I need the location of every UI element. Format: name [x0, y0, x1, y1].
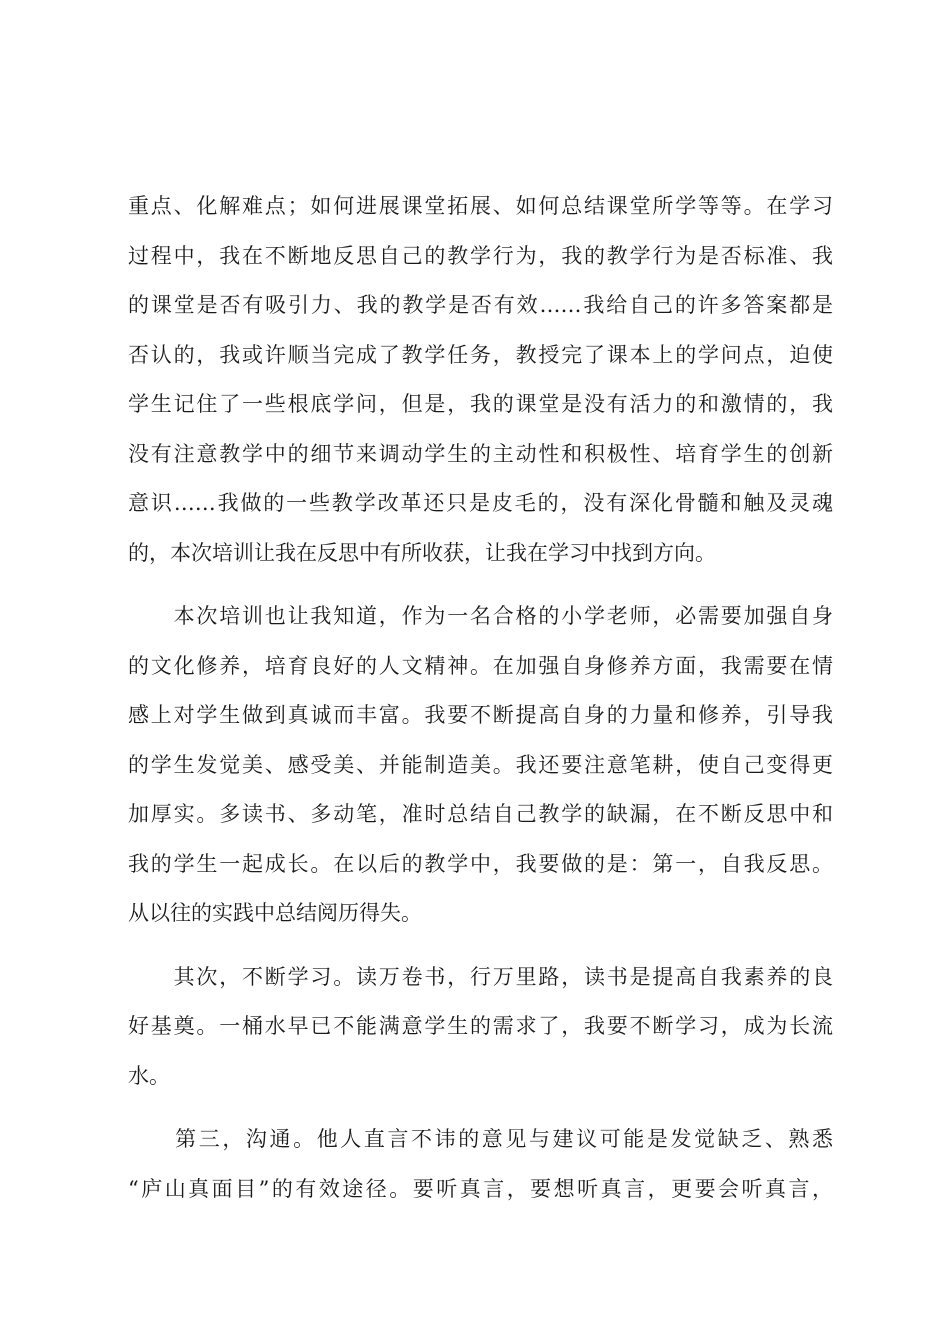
- text-line: 过程中，我在不断地反思自己的教学行为，我的教学行为是否标准、我: [128, 243, 833, 268]
- text-line: 学生记住了一些根底学问，但是，我的课堂是没有活力的和激情的，我: [128, 392, 833, 416]
- paragraph-4: [128, 1115, 833, 1214]
- text-line: 感上对学生做到真诚而丰富。我要不断提高自身的力量和修养，引导我: [128, 703, 833, 727]
- text-line: 意识……我做的一些教学改革还只是皮毛的，没有深化骨髓和触及灵魂: [128, 491, 833, 515]
- text-line: “庐山真面目”的有效途径。要听真言，要想听真言，更要会听真言，: [128, 1176, 833, 1201]
- text-line: 从以往的实践中总结阅历得失。: [128, 901, 422, 925]
- text-line: 重点、化解难点；如何进展课堂拓展、如何总结课堂所学等等。在学习: [128, 194, 833, 218]
- text-line: 其次，不断学习。读万卷书，行万里路，读书是提高自我素养的良: [128, 964, 833, 989]
- paragraph-2: [128, 592, 833, 939]
- text-line: 的文化修养，培育良好的人文精神。在加强自身修养方面，我需要在情: [128, 653, 833, 678]
- text-line: 加厚实。多读书、多动笔，准时总结自己教学的缺漏，在不断反思中和: [128, 802, 833, 826]
- body-text: [128, 182, 833, 1214]
- text-line: 否认的，我或许顺当完成了教学任务，教授完了课本上的学问点，迫使: [128, 342, 833, 367]
- paragraph-3: [128, 953, 833, 1102]
- text-line: 的学生发觉美、感受美、并能制造美。我还要注意笔耕，使自己变得更: [128, 752, 833, 777]
- text-line: 本次培训也让我知道，作为一名合格的小学老师，必需要加强自身: [128, 604, 833, 628]
- text-line: 没有注意教学中的细节来调动学生的主动性和积极性、培育学生的创新: [128, 441, 833, 466]
- text-line: 好基奠。一桶水早已不能满意学生的需求了，我要不断学习，成为长流: [128, 1014, 833, 1038]
- text-line: 我的学生一起成长。在以后的教学中，我要做的是：第一，自我反思。: [128, 851, 833, 876]
- text-line: 的，本次培训让我在反思中有所收获，让我在学习中找到方向。: [128, 540, 716, 565]
- paragraph-1: [128, 182, 833, 578]
- text-line: 的课堂是否有吸引力、我的教学是否有效……我给自己的许多答案都是: [128, 293, 833, 317]
- text-line: 第三，沟通。他人直言不讳的意见与建议可能是发觉缺乏、熟悉: [128, 1127, 833, 1151]
- text-line: 水。: [128, 1063, 170, 1088]
